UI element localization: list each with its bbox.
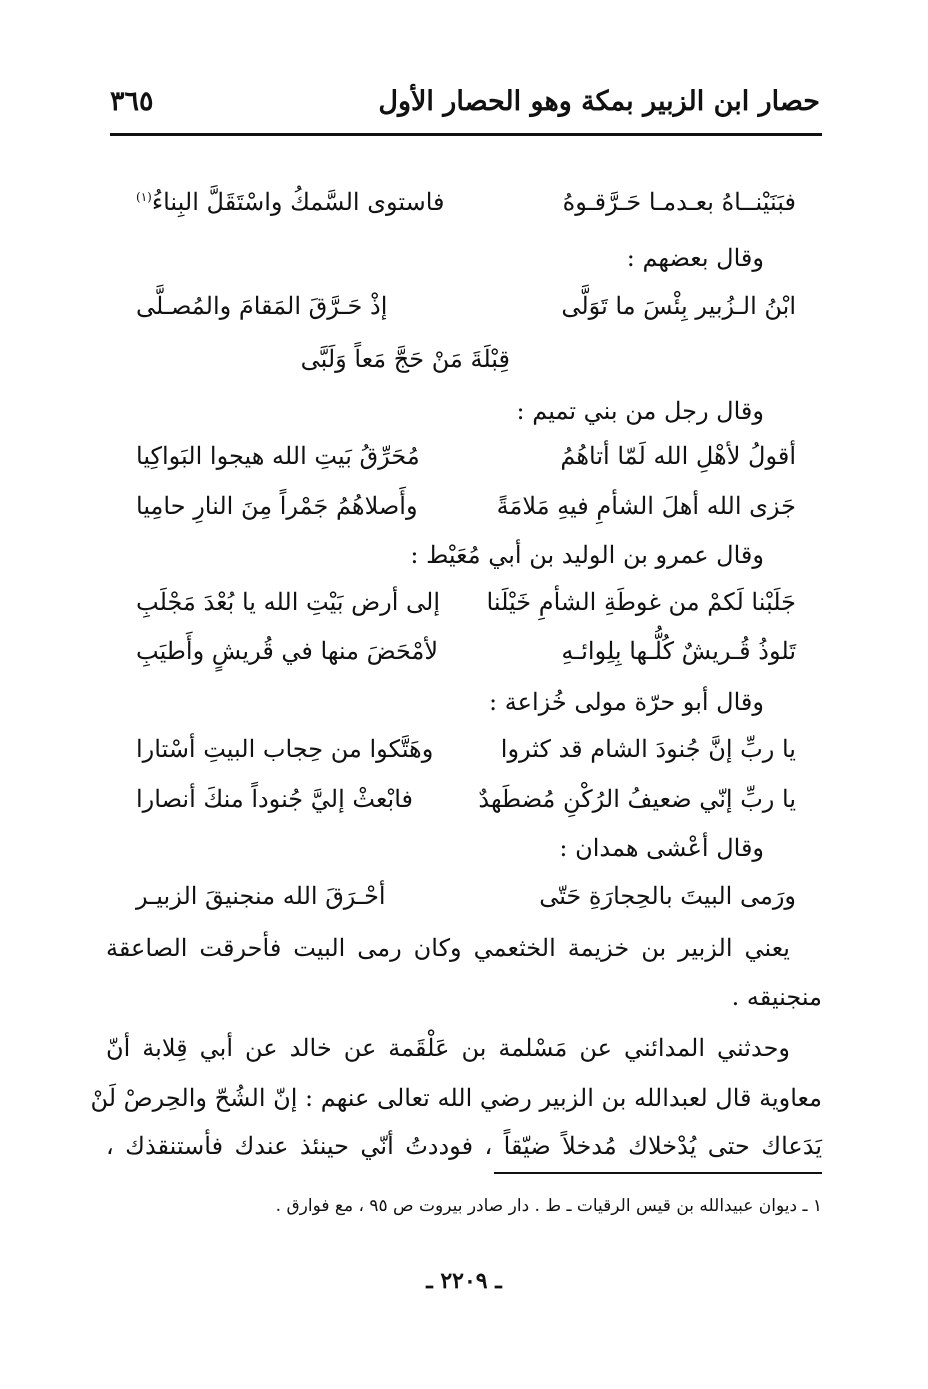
verse-line xyxy=(136,442,796,482)
verse-first-hemistich: جَلَبْنا لَكمْ من غوطَةِ الشأمِ خَيْلَنا xyxy=(486,588,796,616)
verse-first-hemistich: أقولُ لأهْلِ الله لَمّا أتاهُمُ xyxy=(560,442,796,470)
page-number: ٣٦٥ xyxy=(110,86,154,117)
verse-line xyxy=(136,588,796,628)
verse-text: فاستوى السَّمكُ واسْتَقَلَّ البِناءُ xyxy=(151,188,445,216)
attribution-line: وقال عمرو بن الوليد بن أبي مُعَيْط : xyxy=(410,541,764,569)
footnote: ١ ـ ديوان عبيدالله بن قيس الرقيات ـ ط . دار صادر بيروت ص ٩٥ ، مع فوارق . xyxy=(275,1196,822,1216)
attribution-line: وقال أعْشى همدان : xyxy=(559,834,764,862)
verse-continuation: قِبْلَةَ مَنْ حَجَّ مَعاً وَلَبَّى xyxy=(300,345,510,373)
verse-line xyxy=(136,292,796,332)
verse-second-hemistich: إلى أرض بَيْتِ الله يا بُعْدَ مَجْلَبِ xyxy=(136,588,441,616)
header-rule xyxy=(110,133,822,136)
verse-line xyxy=(136,188,796,228)
verse-line xyxy=(136,785,796,825)
verse-first-hemistich: جَزى الله أهلَ الشأمِ فيهِ مَلامَةً xyxy=(496,492,796,520)
attribution-line: وقال بعضهم : xyxy=(626,244,764,272)
prose-line: وحدثني المدائني عن مَسْلمة بن عَلْقَمة عن خالد عن أبي قِلابة أنّ xyxy=(106,1034,790,1062)
verse-first-hemistich: تَلوذُ قُـريشٌ كُلُّـها بِلِوائـهِ xyxy=(561,637,796,665)
verse-line xyxy=(136,882,796,922)
verse-first-hemistich: فبَنَيْنــاهُ بعـدمـا حَـرَّقـوهُ xyxy=(562,188,796,216)
prose-line: معاوية قال لعبدالله بن الزبير رضي الله تعالى عنهم : إنّ الشُحّ والحِرصْ لَنْ xyxy=(90,1084,822,1112)
verse-line xyxy=(136,637,796,677)
page-header xyxy=(110,86,822,130)
verse-first-hemistich: يا ربِّ إنّي ضعيفُ الرُكْنِ مُضطَهدٌ xyxy=(478,785,796,813)
verse-first-hemistich: ورَمى البيتَ بالحِجارَةِ حَتّى xyxy=(539,882,796,910)
prose-line: يعني الزبير بن خزيمة الخثعمي وكان رمى البيت فأحرقت الصاعقة xyxy=(106,934,790,962)
verse-second-hemistich: وأَصلاهُمُ جَمْراً مِنَ النارِ حامِيا xyxy=(136,492,418,520)
verse-second-hemistich: مُحَرِّقُ بَيتِ الله هيجوا البَواكِيا xyxy=(136,442,420,470)
footnote-rule xyxy=(494,1172,822,1174)
prose-line: منجنيقه . xyxy=(731,983,822,1011)
verse-second-hemistich: وهَتَّكوا من حِجاب البيتِ أسْتارا xyxy=(136,735,434,763)
verse-second-hemistich: أحْـرَقَ الله منجنيقَ الزبيـر xyxy=(136,882,386,910)
verse-first-hemistich: ابْنُ الـزُبير بِئْسَ ما تَوَلَّى xyxy=(561,292,796,320)
bottom-page-number: ـ ٢٢٠٩ ـ xyxy=(426,1268,502,1294)
prose-line: يَدَعاك حتى يُدْخلاك مُدخلاً ضيّقاً ، فوددتُ أنّي حينئذ عندك فأستنقذك ، xyxy=(106,1132,822,1160)
verse-first-hemistich: يا ربِّ إنَّ جُنودَ الشام قد كثروا xyxy=(500,735,796,763)
verse-line xyxy=(136,735,796,775)
footnote-marker: (١) xyxy=(136,190,152,204)
attribution-line: وقال أبو حرّة مولى خُزاعة : xyxy=(489,688,764,716)
attribution-line: وقال رجل من بني تميم : xyxy=(516,397,764,425)
verse-second-hemistich: لأمْحَضَ منها في قُريشٍ وأَطيَبِ xyxy=(136,637,439,665)
verse-second-hemistich: فابْعثْ إليَّ جُنوداً منكَ أنصارا xyxy=(136,785,413,813)
verse-second-hemistich: إذْ حَـرَّقَ المَقامَ والمُصـلَّى xyxy=(136,292,388,320)
verse-second-hemistich xyxy=(136,188,445,216)
running-title: حصار ابن الزبير بمكة وهو الحصار الأول xyxy=(378,86,820,117)
verse-line xyxy=(136,492,796,532)
